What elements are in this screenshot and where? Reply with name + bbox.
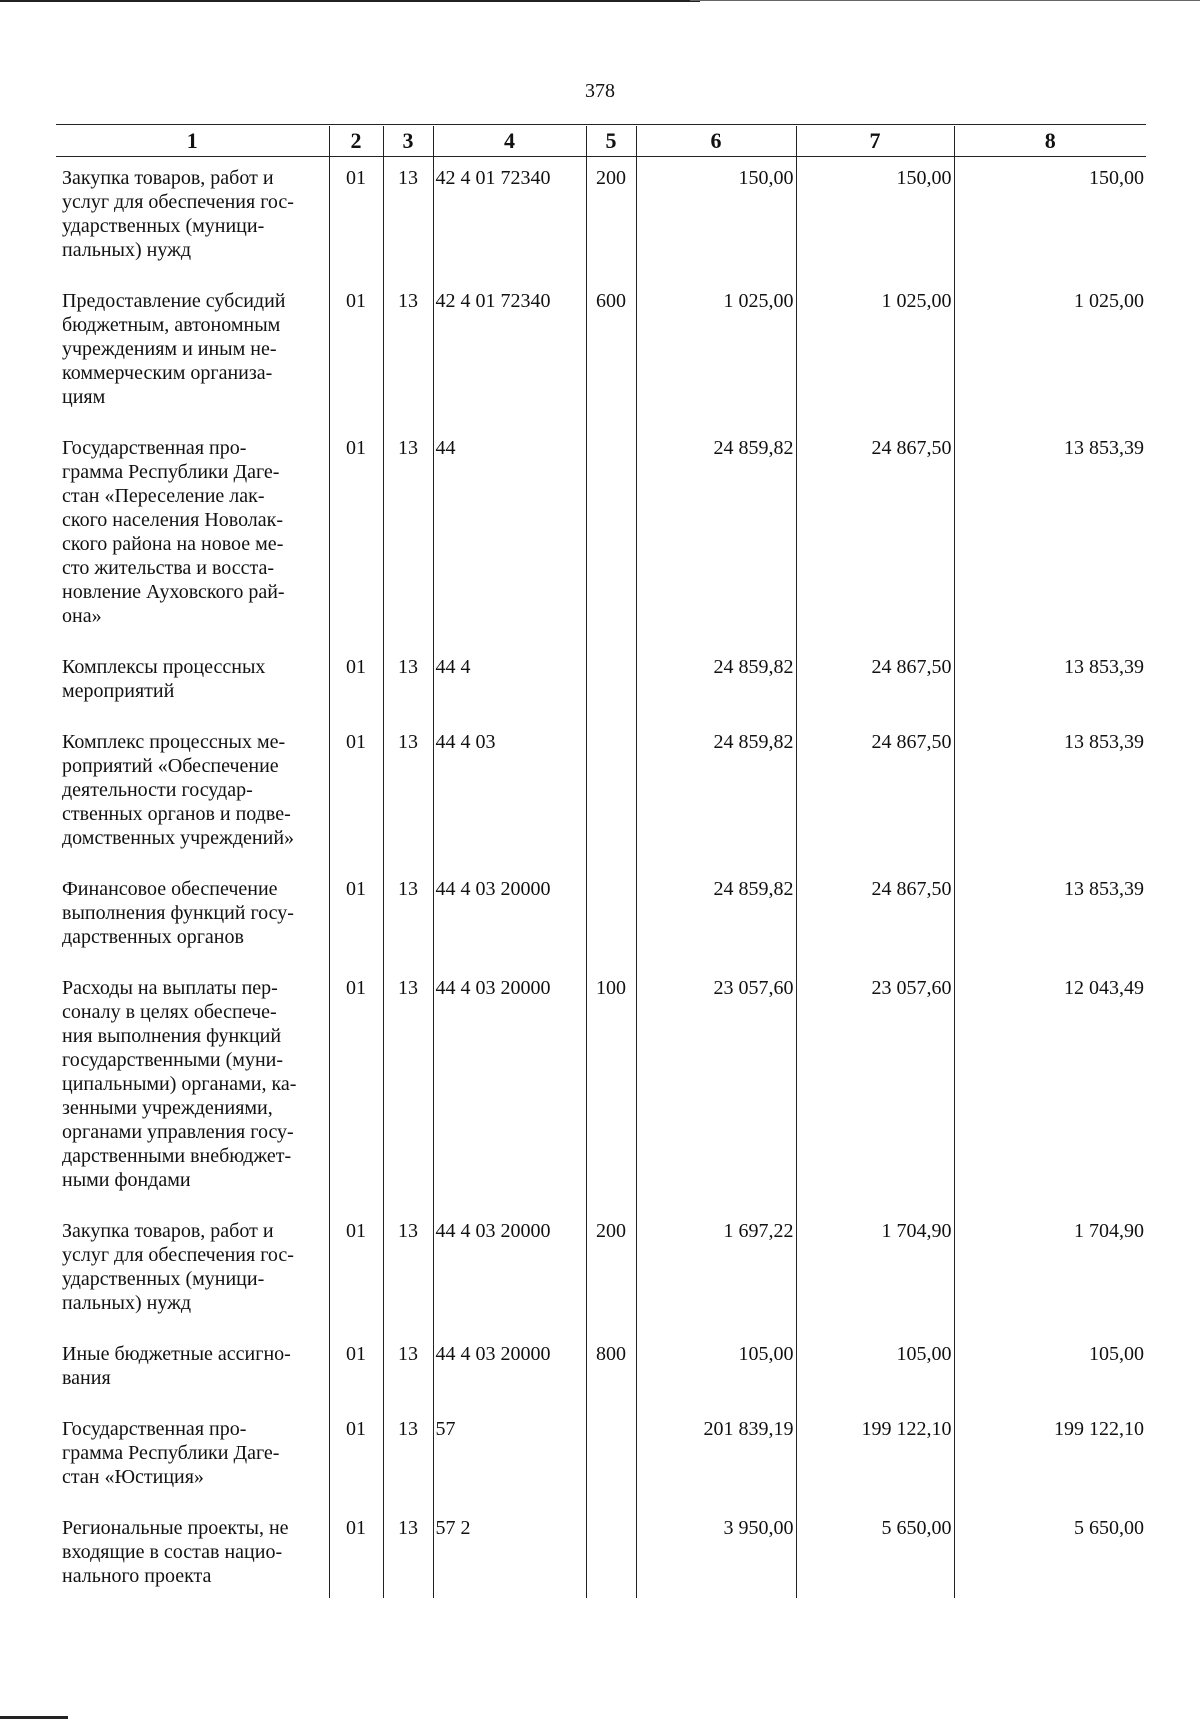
item-name-cell xyxy=(56,1333,329,1408)
expense-type-cell xyxy=(586,1507,636,1598)
item-name-cell xyxy=(56,868,329,967)
item-name-cell xyxy=(56,721,329,868)
subsection-code-cell: 13 xyxy=(383,1210,433,1333)
table-row xyxy=(56,868,1146,967)
item-name-line: домственных учреждений» xyxy=(62,827,295,849)
item-name-cell xyxy=(56,967,329,1210)
amount-col8-cell: 150,00 xyxy=(954,157,1146,281)
table-row xyxy=(56,721,1146,868)
target-article-cell: 44 4 03 xyxy=(433,721,586,868)
amount-col6-cell: 24 859,82 xyxy=(636,646,796,721)
item-name-line: ципальными) органами, ка- xyxy=(62,1073,297,1095)
item-name-line: грамма Республики Даге- xyxy=(62,1442,280,1464)
table-row xyxy=(56,1507,1146,1598)
section-code-cell: 01 xyxy=(329,967,383,1210)
item-name-line: Закупка товаров, работ и xyxy=(62,1220,274,1242)
amount-col6-cell: 1 697,22 xyxy=(636,1210,796,1333)
column-header: 2 xyxy=(329,126,383,157)
amount-col7-cell: 24 867,50 xyxy=(796,427,954,646)
subsection-code-cell: 13 xyxy=(383,1333,433,1408)
section-code-cell: 01 xyxy=(329,427,383,646)
expense-type-cell: 200 xyxy=(586,1210,636,1333)
item-name-line: Иные бюджетные ассигно- xyxy=(62,1343,291,1365)
item-name-line: деятельности государ- xyxy=(62,779,253,801)
target-article-cell: 44 4 03 20000 xyxy=(433,967,586,1210)
item-name-line: пальных) нужд xyxy=(62,1292,192,1314)
item-name-cell xyxy=(56,1210,329,1333)
amount-col6-cell: 24 859,82 xyxy=(636,721,796,868)
item-name-line: Расходы на выплаты пер- xyxy=(62,977,278,999)
column-header: 5 xyxy=(586,126,636,157)
item-name-line: ния выполнения функций xyxy=(62,1025,282,1047)
item-name-line: государственными (муни- xyxy=(62,1049,284,1071)
section-code-cell: 01 xyxy=(329,1210,383,1333)
expense-type-cell: 600 xyxy=(586,280,636,427)
item-name-line: услуг для обеспечения гос- xyxy=(62,1244,294,1266)
subsection-code-cell: 13 xyxy=(383,967,433,1210)
item-name-line: Предоставление субсидий xyxy=(62,290,286,312)
table-row xyxy=(56,427,1146,646)
bottom-edge-rule xyxy=(0,1716,68,1719)
amount-col8-cell: 13 853,39 xyxy=(954,427,1146,646)
amount-col7-cell: 5 650,00 xyxy=(796,1507,954,1598)
target-article-cell: 44 4 03 20000 xyxy=(433,1210,586,1333)
target-article-cell: 42 4 01 72340 xyxy=(433,157,586,281)
item-name-line: ственных органов и подве- xyxy=(62,803,291,825)
item-name-line: ными фондами xyxy=(62,1169,191,1191)
item-name-line: ударственных (муници- xyxy=(62,215,265,237)
table-row xyxy=(56,1408,1146,1507)
amount-col8-cell: 1 025,00 xyxy=(954,280,1146,427)
item-name-line: Государственная про- xyxy=(62,1418,247,1440)
table-row xyxy=(56,967,1146,1210)
subsection-code-cell: 13 xyxy=(383,427,433,646)
section-code-cell: 01 xyxy=(329,1507,383,1598)
item-name-line: услуг для обеспечения гос- xyxy=(62,191,294,213)
amount-col8-cell: 13 853,39 xyxy=(954,721,1146,868)
section-code-cell: 01 xyxy=(329,1333,383,1408)
expense-type-cell xyxy=(586,1408,636,1507)
subsection-code-cell: 13 xyxy=(383,646,433,721)
top-edge-rule xyxy=(0,0,700,2)
amount-col6-cell: 23 057,60 xyxy=(636,967,796,1210)
amount-col6-cell: 3 950,00 xyxy=(636,1507,796,1598)
item-name-line: ударственных (муници- xyxy=(62,1268,265,1290)
column-header: 7 xyxy=(796,126,954,157)
budget-table xyxy=(56,126,1146,1598)
amount-col6-cell: 201 839,19 xyxy=(636,1408,796,1507)
item-name-line: роприятий «Обеспечение xyxy=(62,755,279,777)
subsection-code-cell: 13 xyxy=(383,1408,433,1507)
subsection-code-cell: 13 xyxy=(383,1507,433,1598)
amount-col7-cell: 1 025,00 xyxy=(796,280,954,427)
item-name-cell xyxy=(56,1408,329,1507)
column-header: 1 xyxy=(56,126,329,157)
item-name-line: Комплексы процессных xyxy=(62,656,266,678)
item-name-cell xyxy=(56,280,329,427)
expense-type-cell xyxy=(586,427,636,646)
item-name-line: ского населения Новолак- xyxy=(62,509,284,531)
target-article-cell: 42 4 01 72340 xyxy=(433,280,586,427)
amount-col7-cell: 199 122,10 xyxy=(796,1408,954,1507)
amount-col8-cell: 1 704,90 xyxy=(954,1210,1146,1333)
table-header-row xyxy=(56,126,1146,157)
amount-col8-cell: 13 853,39 xyxy=(954,868,1146,967)
item-name-line: дарственными внебюджет- xyxy=(62,1145,292,1167)
amount-col8-cell: 12 043,49 xyxy=(954,967,1146,1210)
section-code-cell: 01 xyxy=(329,1408,383,1507)
item-name-line: новление Ауховского рай- xyxy=(62,581,285,603)
item-name-line: ского района на новое ме- xyxy=(62,533,284,555)
section-code-cell: 01 xyxy=(329,646,383,721)
amount-col8-cell: 13 853,39 xyxy=(954,646,1146,721)
amount-col6-cell: 24 859,82 xyxy=(636,868,796,967)
item-name-line: пальных) нужд xyxy=(62,239,192,261)
expense-type-cell xyxy=(586,868,636,967)
subsection-code-cell: 13 xyxy=(383,280,433,427)
subsection-code-cell: 13 xyxy=(383,721,433,868)
item-name-line: Закупка товаров, работ и xyxy=(62,167,274,189)
item-name-line: входящие в состав нацио- xyxy=(62,1541,283,1563)
section-code-cell: 01 xyxy=(329,157,383,281)
subsection-code-cell: 13 xyxy=(383,868,433,967)
item-name-line: сто жительства и восста- xyxy=(62,557,275,579)
column-header: 6 xyxy=(636,126,796,157)
table-row xyxy=(56,1333,1146,1408)
table-row xyxy=(56,1210,1146,1333)
expense-type-cell: 100 xyxy=(586,967,636,1210)
page-number: 378 xyxy=(585,80,615,102)
target-article-cell: 57 xyxy=(433,1408,586,1507)
item-name-line: вания xyxy=(62,1367,111,1389)
item-name-line: выполнения функций госу- xyxy=(62,902,294,924)
column-header: 3 xyxy=(383,126,433,157)
item-name-line: Государственная про- xyxy=(62,437,247,459)
section-code-cell: 01 xyxy=(329,721,383,868)
item-name-cell xyxy=(56,427,329,646)
column-header: 4 xyxy=(433,126,586,157)
item-name-cell xyxy=(56,157,329,281)
target-article-cell: 44 4 03 20000 xyxy=(433,1333,586,1408)
item-name-line: зенными учреждениями, xyxy=(62,1097,273,1119)
item-name-line: коммерческим организа- xyxy=(62,362,273,384)
amount-col7-cell: 1 704,90 xyxy=(796,1210,954,1333)
expense-type-cell: 800 xyxy=(586,1333,636,1408)
item-name-line: циям xyxy=(62,386,106,408)
item-name-line: грамма Республики Даге- xyxy=(62,461,280,483)
target-article-cell: 44 xyxy=(433,427,586,646)
amount-col8-cell: 199 122,10 xyxy=(954,1408,1146,1507)
expense-type-cell xyxy=(586,721,636,868)
amount-col6-cell: 1 025,00 xyxy=(636,280,796,427)
table-row xyxy=(56,157,1146,281)
item-name-line: она» xyxy=(62,605,102,627)
column-header: 8 xyxy=(954,126,1146,157)
item-name-cell xyxy=(56,1507,329,1598)
table-body xyxy=(56,157,1146,1599)
item-name-line: бюджетным, автономным xyxy=(62,314,281,336)
amount-col8-cell: 105,00 xyxy=(954,1333,1146,1408)
amount-col7-cell: 24 867,50 xyxy=(796,646,954,721)
item-name-line: Финансовое обеспечение xyxy=(62,878,278,900)
amount-col7-cell: 24 867,50 xyxy=(796,721,954,868)
amount-col6-cell: 150,00 xyxy=(636,157,796,281)
section-code-cell: 01 xyxy=(329,280,383,427)
amount-col8-cell: 5 650,00 xyxy=(954,1507,1146,1598)
item-name-line: органами управления госу- xyxy=(62,1121,294,1143)
expense-type-cell xyxy=(586,646,636,721)
amount-col7-cell: 23 057,60 xyxy=(796,967,954,1210)
target-article-cell: 57 2 xyxy=(433,1507,586,1598)
item-name-cell xyxy=(56,646,329,721)
amount-col7-cell: 150,00 xyxy=(796,157,954,281)
item-name-line: мероприятий xyxy=(62,680,175,702)
amount-col6-cell: 24 859,82 xyxy=(636,427,796,646)
item-name-line: стан «Юстиция» xyxy=(62,1466,204,1488)
item-name-line: нального проекта xyxy=(62,1565,212,1587)
expense-type-cell: 200 xyxy=(586,157,636,281)
target-article-cell: 44 4 xyxy=(433,646,586,721)
item-name-line: Региональные проекты, не xyxy=(62,1517,289,1539)
target-article-cell: 44 4 03 20000 xyxy=(433,868,586,967)
section-code-cell: 01 xyxy=(329,868,383,967)
top-edge-rule-thin xyxy=(690,0,1200,1)
amount-col7-cell: 105,00 xyxy=(796,1333,954,1408)
amount-col6-cell: 105,00 xyxy=(636,1333,796,1408)
table-row xyxy=(56,646,1146,721)
subsection-code-cell: 13 xyxy=(383,157,433,281)
table-top-rule xyxy=(56,124,1146,125)
item-name-line: соналу в целях обеспече- xyxy=(62,1001,277,1023)
item-name-line: стан «Переселение лак- xyxy=(62,485,265,507)
amount-col7-cell: 24 867,50 xyxy=(796,868,954,967)
item-name-line: дарственных органов xyxy=(62,926,244,948)
item-name-line: Комплекс процессных ме- xyxy=(62,731,286,753)
item-name-line: учреждениям и иным не- xyxy=(62,338,277,360)
table-row xyxy=(56,280,1146,427)
